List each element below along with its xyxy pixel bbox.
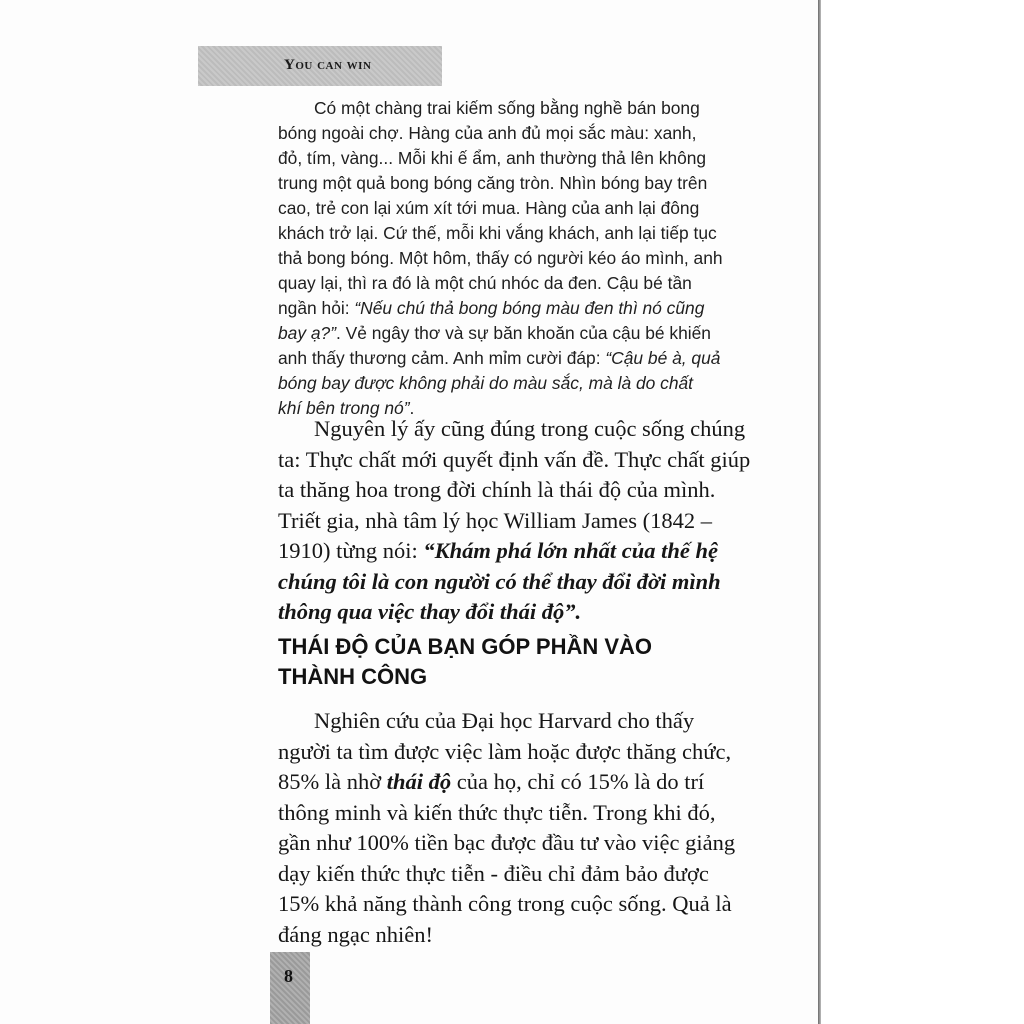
section-heading-line: THÀNH CÔNG [278, 664, 428, 689]
story-text: . Vẻ ngây thơ và sự băn khoăn của cậu bé khiến [336, 323, 711, 343]
story-quote: bay ạ?” [278, 323, 337, 343]
principle-line: Nguyên lý ấy cũng đúng trong cuộc sống chúng [314, 416, 746, 441]
research-line: 15% khả năng thành công trong cuộc sống. Quả là [278, 891, 732, 916]
william-james-quote: “Khám phá lớn nhất của thế hệ [423, 538, 718, 563]
research-paragraph [278, 706, 778, 950]
story-quote: khí bên trong nó” [278, 398, 410, 418]
principle-line: ta thăng hoa trong đời chính là thái độ của mình. [278, 477, 716, 502]
story-line: bóng ngoài chợ. Hàng của anh đủ mọi sắc màu: xanh, [278, 123, 697, 143]
research-text: của họ, chỉ có 15% là do trí [451, 769, 705, 794]
story-paragraph [278, 96, 774, 421]
story-text: ngần hỏi: [278, 298, 355, 318]
story-quote: bóng bay được không phải do màu sắc, mà là do chất [278, 373, 694, 393]
william-james-quote: chúng tôi là con người có thể thay đổi đời mình [278, 568, 721, 594]
story-quote: “Cậu bé à, quả [605, 348, 721, 368]
story-line: trung một quả bong bóng căng tròn. Nhìn bóng bay trên [278, 173, 708, 193]
running-header-title: You can win [284, 57, 372, 73]
story-quote: “Nếu chú thả bong bóng màu đen thì nó cũng [354, 298, 705, 318]
page-number-band [270, 952, 310, 1024]
right-margin [821, 0, 1024, 1024]
section-heading [278, 632, 778, 692]
story-line: thả bong bóng. Một hôm, thấy có người kéo áo mình, anh [278, 248, 723, 268]
section-heading-line: THÁI ĐỘ CỦA BẠN GÓP PHẦN VÀO [278, 634, 653, 659]
research-text: 85% là nhờ [278, 769, 387, 794]
principle-paragraph [278, 414, 778, 628]
story-line: Có một chàng trai kiếm sống bằng nghề bán bong [314, 98, 700, 118]
principle-line [278, 536, 778, 567]
story-line [278, 321, 774, 346]
research-line: gần như 100% tiền bạc được đầu tư vào việc giảng [278, 830, 736, 855]
research-line [278, 767, 778, 798]
research-line: Nghiên cứu của Đại học Harvard cho thấy [314, 708, 695, 733]
principle-text: 1910) từng nói: [278, 538, 424, 563]
principle-line: Triết gia, nhà tâm lý học William James (1842 – [278, 507, 713, 533]
story-text: anh thấy thương cảm. Anh mỉm cười đáp: [278, 348, 606, 368]
research-line: đáng ngạc nhiên! [278, 921, 433, 947]
story-line [278, 371, 774, 396]
research-line: dạy kiến thức thực tiễn - điều chỉ đảm bảo được [278, 860, 709, 886]
william-james-quote: thông qua việc thay đổi thái độ”. [278, 599, 582, 624]
story-line: đỏ, tím, vàng... Mỗi khi ế ẩm, anh thường thả lên không [278, 148, 707, 168]
page-number: 8 [284, 966, 293, 986]
story-line [278, 296, 774, 321]
story-text: . [409, 398, 415, 418]
emphasis-attitude: thái độ [386, 769, 452, 794]
story-line: quay lại, thì ra đó là một chú nhóc da đen. Cậu bé tần [278, 273, 692, 293]
story-line: cao, trẻ con lại xúm xít tới mua. Hàng của anh lại đông [278, 198, 700, 218]
principle-line: ta: Thực chất mới quyết định vấn đề. Thực chất giúp [278, 446, 751, 472]
story-line: khách trở lại. Cứ thế, mỗi khi vắng khách, anh lại tiếp tục [278, 223, 717, 243]
research-line: người ta tìm được việc làm hoặc được thăng chức, [278, 738, 732, 764]
story-line [278, 346, 774, 371]
research-line: thông minh và kiến thức thực tiễn. Trong khi đó, [278, 799, 716, 825]
